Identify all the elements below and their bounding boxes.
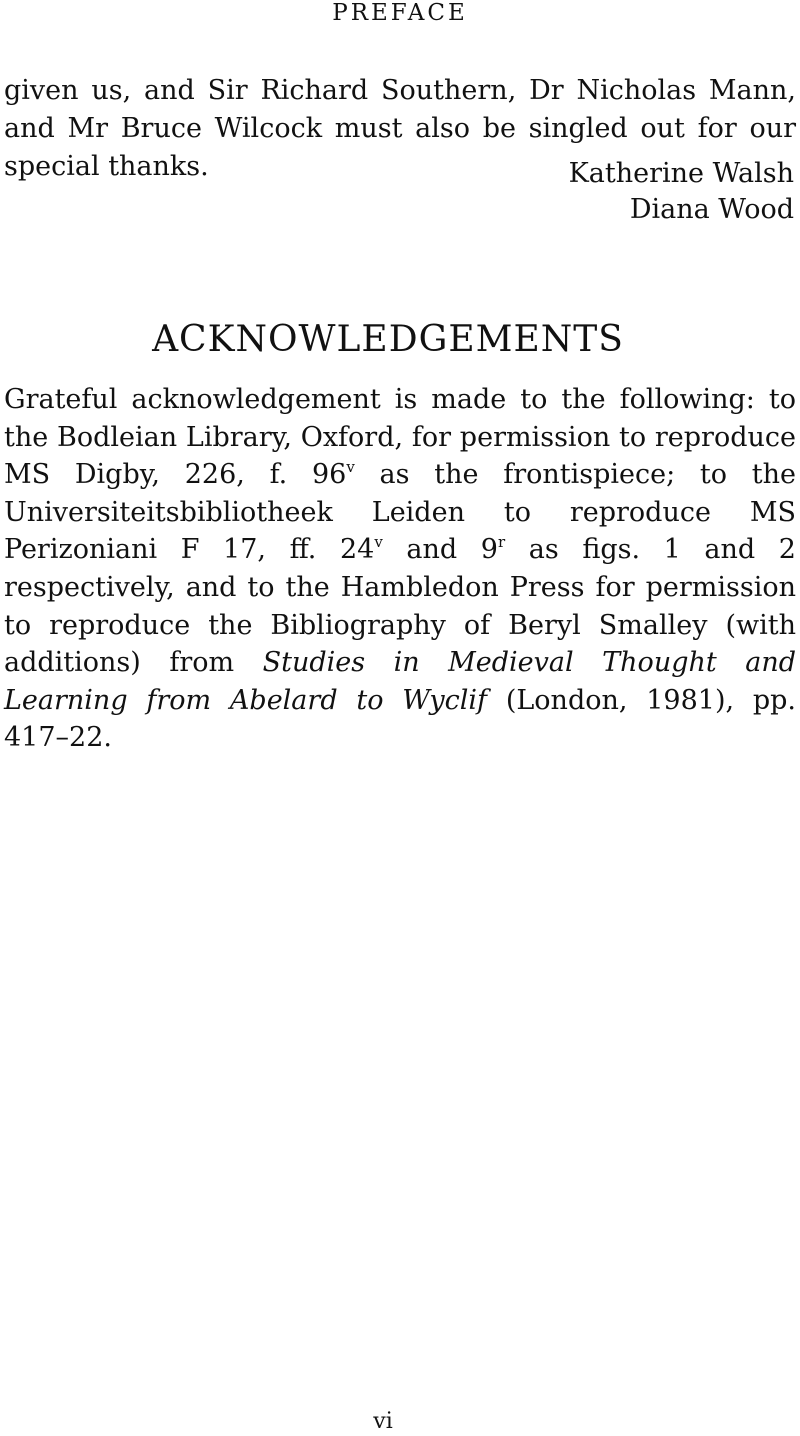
ack-text-part: Grateful acknowledgement is made to the following: to the Bodleian Library, Oxford, for permission to reproduce MS Digby, 226, f. 96 [4,384,796,491]
verso-superscript: v [346,458,355,477]
recto-superscript: r [497,533,506,552]
signature-diana-wood: Diana Wood [629,194,794,225]
ack-text-part: as the frontispiece; to the Universiteitsbibliotheek Leiden to reproduce MS Perizoniani F 17, ff. 24 [4,459,796,566]
ack-text-part: and 9 [382,534,498,566]
acknowledgements-heading: ACKNOWLEDGEMENTS [152,319,624,360]
ack-text-part: (London, 1981), pp. 417–22. [4,684,796,754]
book-title: Studies in Medieval Thought and Learning from Abelard to Wyclif [4,647,797,716]
signature-katherine-walsh: Katherine Walsh [568,158,794,189]
verso-superscript: v [374,533,383,552]
page-number: vi [373,1409,393,1434]
ack-text-part: as figs. 1 and 2 respectively, and to the Hambledon Press for permission to reproduce the Bibliography of Beryl Smalley (with additions) from [4,534,796,679]
signatures [569,156,794,228]
preface-closing-paragraph: given us, and Sir Richard Southern, Dr Nicholas Mann, and Mr Bruce Wilcock must also be singled out for our special thanks. [4,75,796,182]
acknowledgements-paragraph [4,381,796,757]
running-head: PREFACE [332,0,468,26]
